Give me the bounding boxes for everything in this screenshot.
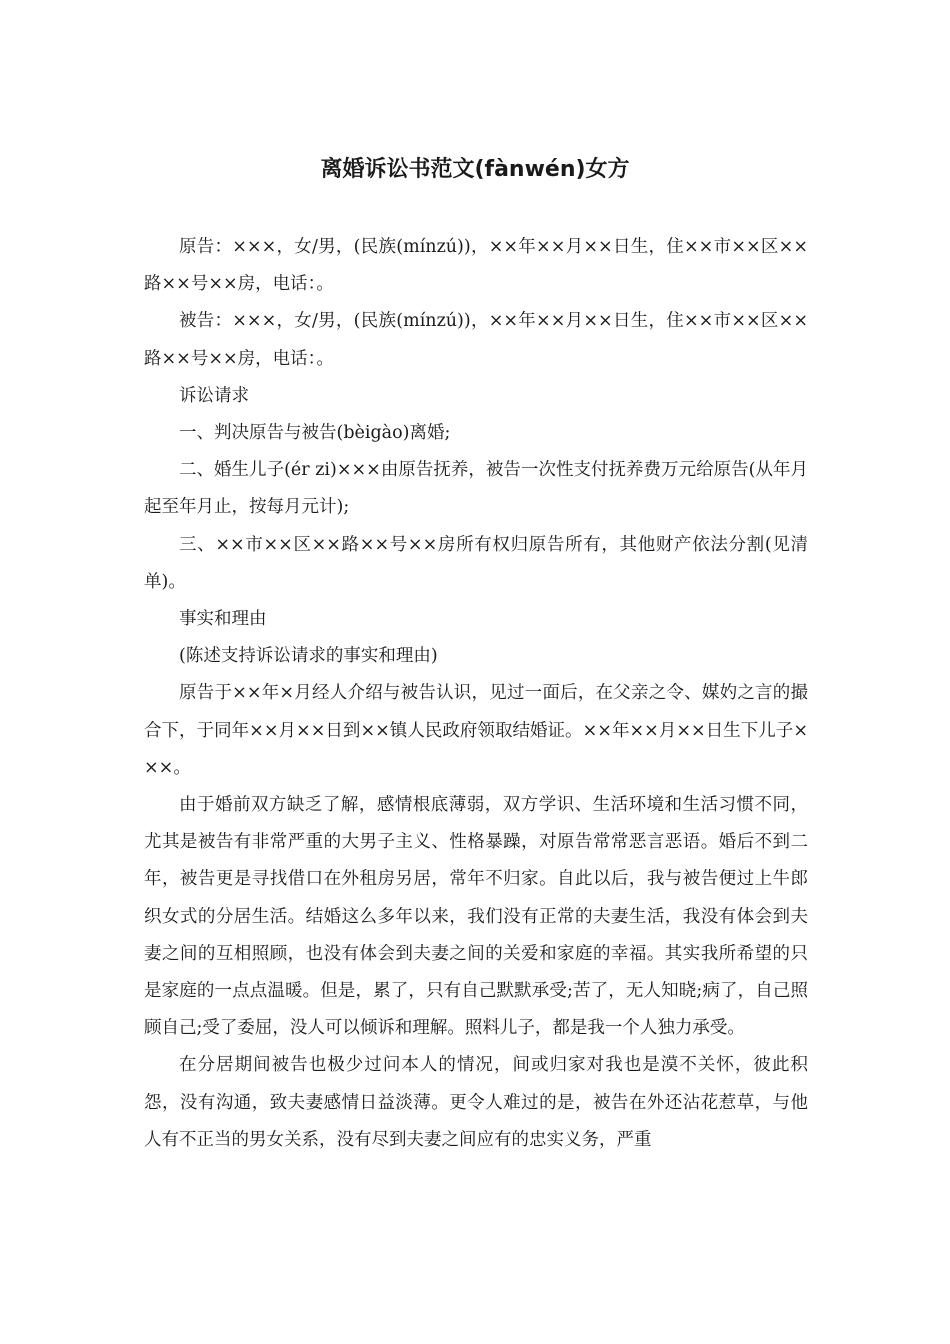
facts-paragraph-1: 原告于××年×月经人介绍与被告认识，见过一面后，在父亲之令、媒妁之言的撮合下，于同年××月××日到××镇人民政府领取结婚证。××年××月××日生下儿子×××。 (144, 683, 808, 778)
claims-heading: 诉讼请求 (179, 385, 249, 406)
defendant-info-paragraph: 被告：×××，女/男，(民族(mínzú))，××年××月××日生，住××市××区××路××号××房，电话：。 (144, 311, 808, 369)
facts-heading: 事实和理由 (179, 609, 267, 630)
claim-item-1: 一、判决原告与被告(bèigào)离婚; (179, 423, 451, 444)
facts-paragraph-3: 在分居期间被告也极少过问本人的情况，间或归家对我也是漠不关怀，彼此积怨，没有沟通，致夫妻感情日益淡薄。更令人难过的是，被告在外还沾花惹草，与他人有不正当的男女关系，没有尽到夫妻之间应有的忠实义务，严重 (144, 1055, 808, 1150)
document-title: 离婚诉讼书范文(fànwén)女方 (320, 157, 630, 182)
facts-note: (陈述支持诉讼请求的事实和理由) (179, 646, 438, 667)
claim-item-3: 三、××市××区××路××号××房所有权归原告所有，其他财产依法分割(见清单)。 (144, 534, 808, 592)
facts-paragraph-2: 由于婚前双方缺乏了解，感情根底薄弱，双方学识、生活环境和生活习惯不同，尤其是被告有非常严重的大男子主义、性格暴躁，对原告常常恶言恶语。婚后不到二年，被告更是寻找借口在外租房另居，常年不归家。自此以后，我与被告便过上牛郎织女式的分居生活。结婚这么多年以来，我们没有正常的夫妻生活，我没有体会到夫妻之间的互相照顾，也没有体会到夫妻之间的关爱和家庭的幸福。其实我所希望的只是家庭的一点点温暖。但是，累了，只有自己默默承受;苦了，无人知晓;病了，自己照顾自己;受了委屈，没人可以倾诉和理解。照料儿子，都是我一个人独力承受。 (144, 795, 808, 1039)
plaintiff-info-paragraph: 原告：×××，女/男，(民族(mínzú))，××年××月××日生，住××市××区××路××号××房，电话：。 (144, 237, 808, 295)
document-body (144, 229, 808, 1159)
claim-item-2: 二、婚生儿子(ér zi)×××由原告抚养，被告一次性支付抚养费万元给原告(从年月起至年月止，按每月元计); (144, 460, 808, 518)
